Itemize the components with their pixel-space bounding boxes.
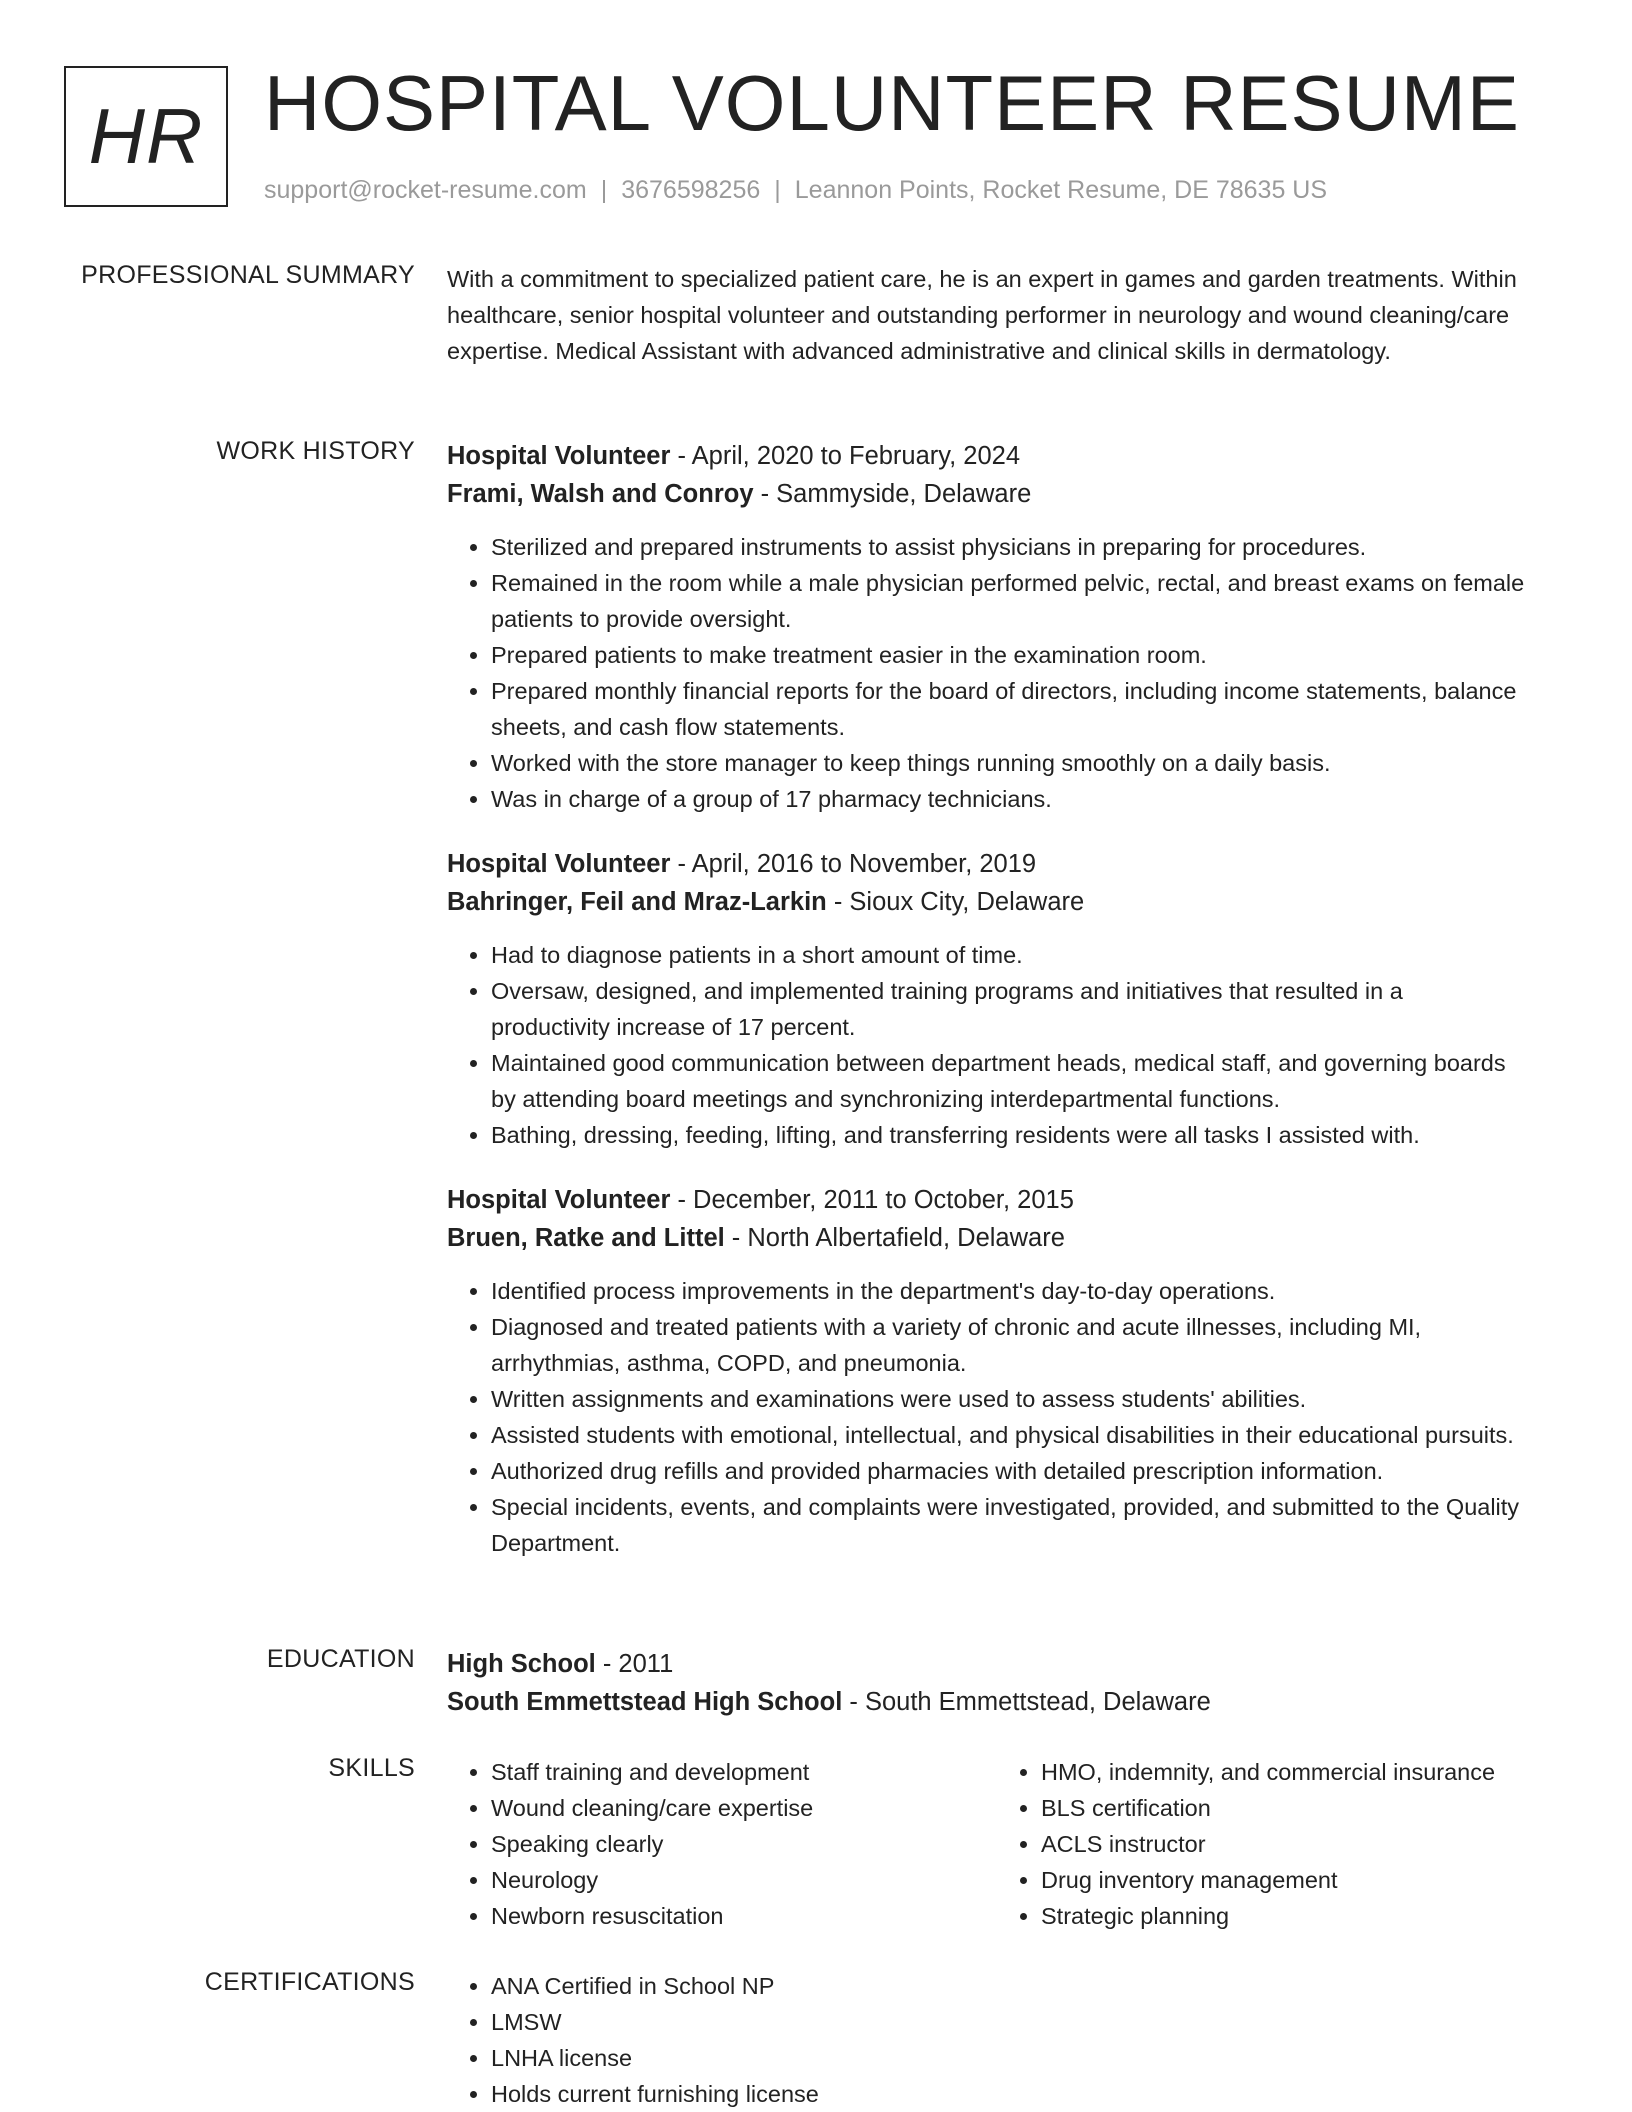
section-label-summary: PROFESSIONAL SUMMARY (81, 261, 415, 289)
contact-separator: | (600, 176, 608, 204)
skill-item: • Neurology (491, 1862, 967, 1898)
skill-item: • Strategic planning (1041, 1898, 1517, 1934)
job-entry (447, 437, 1527, 817)
job-bullet: • Prepared patients to make treatment easier in the examination room. (491, 637, 1527, 673)
job-title-line (447, 1181, 1527, 1219)
job-company: Bruen, Ratke and Littel (447, 1224, 725, 1252)
job-dates: - April, 2020 to February, 2024 (670, 442, 1021, 470)
job-dates: - April, 2016 to November, 2019 (670, 850, 1037, 878)
job-bullet: • Identified process improvements in the department's day-to-day operations. (491, 1273, 1527, 1309)
education-school-line (447, 1683, 1527, 1721)
skill-item: • ACLS instructor (1041, 1826, 1517, 1862)
monogram-text: HR (88, 92, 204, 180)
job-company-line (447, 475, 1527, 513)
job-location: - Sioux City, Delaware (826, 888, 1085, 916)
section-label-work-history: WORK HISTORY (216, 437, 415, 465)
education-school: South Emmettstead High School (447, 1688, 843, 1716)
job-company-line (447, 883, 1527, 921)
monogram-box (64, 66, 228, 207)
contact-line (264, 176, 1327, 205)
job-bullet: • Assisted students with emotional, intellectual, and physical disabilities in their educational pursuits. (491, 1417, 1527, 1453)
job-bullet: • Remained in the room while a male physician performed pelvic, rectal, and breast exams on female patients to provide oversight. (491, 565, 1527, 637)
job-bullets (447, 1273, 1527, 1561)
job-bullet: • Was in charge of a group of 17 pharmacy technicians. (491, 781, 1527, 817)
contact-email[interactable]: support@rocket-resume.com (264, 176, 587, 204)
certification-item: • ANA Certified in School NP (491, 1968, 1527, 2004)
certification-item: • LMSW (491, 2004, 1527, 2040)
job-entry (447, 845, 1527, 1153)
job-bullets (447, 937, 1527, 1153)
job-company: Frami, Walsh and Conroy (447, 480, 754, 508)
certification-item: • LNHA license (491, 2040, 1527, 2076)
resume-title: HOSPITAL VOLUNTEER RESUME (264, 59, 1520, 147)
skill-item: • BLS certification (1041, 1790, 1517, 1826)
contact-address: Leannon Points, Rocket Resume, DE 78635 US (794, 176, 1328, 204)
skills-list-right (997, 1754, 1517, 1934)
job-dates: - December, 2011 to October, 2015 (670, 1186, 1074, 1214)
section-label-certifications: CERTIFICATIONS (204, 1968, 415, 1996)
job-title-line (447, 437, 1527, 475)
job-company: Bahringer, Feil and Mraz-Larkin (447, 888, 827, 916)
job-bullet: • Diagnosed and treated patients with a variety of chronic and acute illnesses, including MI, arrhythmias, asthma, COPD, and pneumonia. (491, 1309, 1527, 1381)
job-bullet: • Sterilized and prepared instruments to assist physicians in preparing for procedures. (491, 529, 1527, 565)
contact-separator: | (774, 176, 781, 204)
education-year: - 2011 (595, 1650, 674, 1678)
skill-item: • Drug inventory management (1041, 1862, 1517, 1898)
job-bullet: • Bathing, dressing, feeding, lifting, and transferring residents were all tasks I assisted with. (491, 1117, 1527, 1153)
skills-list-left (447, 1754, 967, 1934)
section-label-education: EDUCATION (266, 1645, 415, 1673)
job-location: - Sammyside, Delaware (753, 480, 1032, 508)
skill-item: • HMO, indemnity, and commercial insurance (1041, 1754, 1517, 1790)
education-location: - South Emmettstead, Delaware (842, 1688, 1211, 1716)
job-title: Hospital Volunteer (447, 850, 671, 878)
education-degree: High School (447, 1650, 596, 1678)
education-degree-line (447, 1645, 1527, 1683)
job-bullet: • Authorized drug refills and provided pharmacies with detailed prescription information. (491, 1453, 1527, 1489)
job-bullet: • Had to diagnose patients in a short amount of time. (491, 937, 1527, 973)
skills-column-left (447, 1754, 967, 1934)
skills-column-right (997, 1754, 1517, 1934)
skill-item: • Speaking clearly (491, 1826, 967, 1862)
job-bullets (447, 529, 1527, 817)
section-label-skills: SKILLS (328, 1754, 415, 1782)
skill-item: • Newborn resuscitation (491, 1898, 967, 1934)
job-bullet: • Maintained good communication between department heads, medical staff, and governing boards by attending board meetings and synchronizing interdepartmental functions. (491, 1045, 1527, 1117)
job-title-line (447, 845, 1527, 883)
contact-phone[interactable]: 3676598256 (621, 176, 761, 204)
skill-item: • Wound cleaning/care expertise (491, 1790, 967, 1826)
job-bullet: • Prepared monthly financial reports for the board of directors, including income statements, balance sheets, and cash flow statements. (491, 673, 1527, 745)
job-bullet: • Worked with the store manager to keep things running smoothly on a daily basis. (491, 745, 1527, 781)
certifications-list (447, 1968, 1527, 2112)
job-title: Hospital Volunteer (447, 442, 671, 470)
job-bullet: • Special incidents, events, and complaints were investigated, provided, and submitted to the Quality Department. (491, 1489, 1527, 1561)
job-company-line (447, 1219, 1527, 1257)
skill-item: • Staff training and development (491, 1754, 967, 1790)
job-entry (447, 1181, 1527, 1561)
job-title: Hospital Volunteer (447, 1186, 671, 1214)
job-location: - North Albertafield, Delaware (724, 1224, 1065, 1252)
certification-item: • Holds current furnishing license (491, 2076, 1527, 2112)
job-bullet: • Written assignments and examinations were used to assess students' abilities. (491, 1381, 1527, 1417)
job-bullet: • Oversaw, designed, and implemented training programs and initiatives that resulted in a productivity increase of 17 percent. (491, 973, 1527, 1045)
summary-text: With a commitment to specialized patient care, he is an expert in games and garden treatments. Within healthcare, senior hospital volunteer and outstanding performer in neurology and wound cleaning/care expertise. Medical Assistant with advanced administrative and clinical skills in dermatology. (447, 266, 1517, 364)
